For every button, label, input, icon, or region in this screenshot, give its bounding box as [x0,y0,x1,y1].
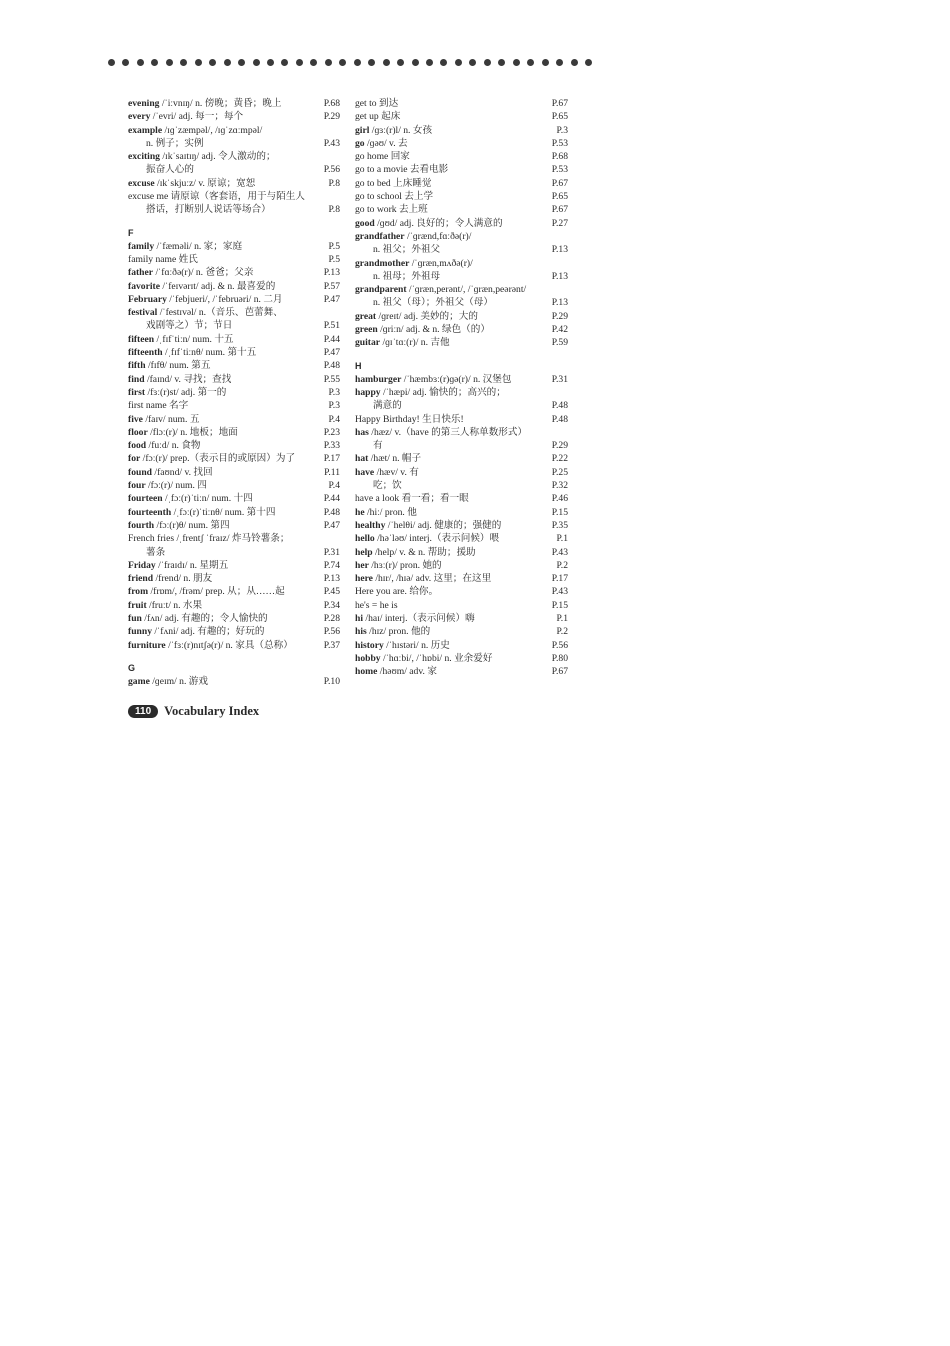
entry-text: funny /ˈfʌni/ adj. 有趣的；好玩的 [128,626,265,638]
entry-text: get to 到达 [355,98,399,109]
entry-text: good /ɡʊd/ adj. 良好的；令人满意的 [355,217,503,229]
entry-page-ref: P.8 [328,204,340,216]
entry-page-ref: P.48 [323,360,340,372]
index-entry [355,283,568,296]
entry-text: favorite /ˈfeɪvərɪt/ adj. & n. 最喜爱的 [128,280,276,292]
dot-ornament [484,59,491,66]
entry-text: 吃；饮 [373,480,402,492]
dot-ornament [108,59,115,66]
entry-page-ref: P.1 [556,612,568,624]
dot-ornament [166,59,173,66]
page-number-badge: 110 [128,705,158,718]
index-entry [355,190,568,203]
index-entry [128,519,340,532]
entry-text: 薯条 [146,546,166,558]
entry-text: have a look 看一看；看一眼 [355,493,469,505]
entry-text: history /ˈhɪstəri/ n. 历史 [355,639,450,651]
index-entry [128,177,340,190]
index-entry [355,572,568,585]
index-entry [355,177,568,190]
entry-text: 有 [373,440,383,452]
dot-ornament [412,59,419,66]
entry-text: get up 起床 [355,111,401,123]
index-entry [355,639,568,652]
entry-page-ref: P.28 [323,612,340,624]
entry-text: exciting /ɪkˈsaɪtɪŋ/ adj. 令人激动的； [128,151,276,163]
index-entry [128,190,340,203]
entry-page-ref: P.67 [551,204,568,216]
entry-text: 戏剧等之）节；节日 [146,320,233,332]
index-entry [128,466,340,479]
entry-text: found /faʊnd/ v. 找回 [128,466,213,478]
index-entry [128,413,340,426]
entry-text: excuse me 请原谅（客套语，用于与陌生人 [128,191,305,203]
entry-page-ref: P.15 [551,599,568,611]
index-entry [128,346,340,359]
dot-ornament [571,59,578,66]
entry-text: he /hiː/ pron. 他 [355,506,417,518]
index-entry [128,426,340,439]
entry-text: hi /haɪ/ interj.（表示问候）嗨 [355,612,475,624]
entry-page-ref: P.53 [551,164,568,176]
entry-page-ref: P.67 [551,177,568,189]
dot-ornament [238,59,245,66]
entry-page-ref: P.31 [551,373,568,385]
section-letter-heading: H [355,360,362,371]
index-entry [355,492,568,505]
entry-text: Happy Birthday! 生日快乐! [355,413,464,425]
entry-text: hamburger /ˈhæmbɜː(r)ɡə(r)/ n. 汉堡包 [355,373,512,385]
dot-ornament [122,59,129,66]
index-entry [355,585,568,598]
index-entry [355,270,568,283]
index-entry [128,266,340,279]
index-entry [355,257,568,270]
entry-text: 振奋人心的 [146,164,194,176]
entry-text: French fries /ˌfrentʃ ˈfraɪz/ 炸马铃薯条； [128,533,290,545]
index-entry [128,625,340,638]
entry-text: evening /ˈiːvnɪŋ/ n. 傍晚；黄昏；晚上 [128,98,282,109]
entry-text: fifteen /ˌfɪfˈtiːn/ num. 十五 [128,333,234,345]
index-entry [355,466,568,479]
entry-text: excuse /ɪkˈskjuːz/ v. 原谅；宽恕 [128,177,256,189]
index-entry [128,240,340,253]
entry-page-ref: P.11 [324,466,340,478]
entry-text: example /ɪɡˈzæmpəl/, /ɪɡˈzɑːmpəl/ [128,124,263,136]
index-entry [355,532,568,545]
entry-text: n. 祖母；外祖母 [373,270,441,282]
index-entry [355,373,568,386]
entry-text: February /ˈfebjueri/, /ˈfebruəri/ n. 二月 [128,293,283,305]
index-entry [355,506,568,519]
index-entry [355,426,568,439]
entry-text: go to a movie 去看电影 [355,164,449,176]
index-entry [355,479,568,492]
dot-ornament [224,59,231,66]
dot-ornament [397,59,404,66]
index-entry [128,150,340,163]
dot-ornament [151,59,158,66]
entry-page-ref: P.17 [323,453,340,465]
entry-page-ref: P.13 [551,270,568,282]
index-entry [128,452,340,465]
entry-page-ref: P.13 [551,297,568,309]
entry-text: healthy /ˈhelθi/ adj. 健康的；强健的 [355,519,502,531]
entry-page-ref: P.17 [551,573,568,585]
footer-title: Vocabulary Index [164,704,260,718]
entry-text: food /fuːd/ n. 食物 [128,440,201,452]
decorative-dot-border [108,56,592,68]
entry-text: first name 名字 [128,400,189,412]
entry-page-ref: P.44 [323,493,340,505]
index-entry [128,293,340,306]
entry-text: have /hæv/ v. 有 [355,466,419,478]
entry-text: his /hɪz/ pron. 他的 [355,626,431,638]
entry-text: friend /frend/ n. 朋友 [128,573,213,585]
entry-page-ref: P.37 [323,639,340,651]
index-entry [128,599,340,612]
entry-text: hello /həˈləʊ/ interj.（表示问候）喂 [355,533,500,545]
entry-text: game /ɡeɪm/ n. 游戏 [128,675,208,687]
index-entry [355,439,568,452]
entry-page-ref: P.80 [551,652,568,664]
entry-page-ref: P.5 [328,253,340,265]
index-entry [128,612,340,625]
entry-page-ref: P.55 [323,373,340,385]
dot-ornament [339,59,346,66]
index-entry [355,124,568,137]
entry-page-ref: P.29 [551,440,568,452]
entry-text: fourteen /ˌfɔː(r)ˈtiːn/ num. 十四 [128,493,253,505]
dot-ornament [426,59,433,66]
index-entry [128,203,340,216]
entry-text: go to school 去上学 [355,191,434,203]
entry-page-ref: P.42 [551,324,568,336]
entry-page-ref: P.57 [323,280,340,292]
entry-page-ref: P.53 [551,137,568,149]
entry-text: go home 回家 [355,151,410,163]
entry-page-ref: P.48 [551,413,568,425]
index-entry [128,546,340,559]
index-entry [355,137,568,150]
dot-ornament [513,59,520,66]
index-entry [128,280,340,293]
entry-page-ref: P.65 [551,191,568,203]
entry-page-ref: P.48 [323,506,340,518]
entry-text: find /faɪnd/ v. 寻找；查找 [128,373,232,385]
index-entry [128,386,340,399]
dot-ornament [180,59,187,66]
index-entry [355,150,568,163]
dot-ornament [585,59,592,66]
dot-ornament [383,59,390,66]
index-entry [128,137,340,150]
index-entry [128,639,340,652]
index-entry [355,310,568,323]
entry-page-ref: P.22 [551,453,568,465]
entry-text: go to bed 上床睡觉 [355,177,432,189]
index-entry [355,413,568,426]
index-entry [128,399,340,412]
entry-page-ref: P.74 [323,559,340,571]
entry-page-ref: P.13 [323,267,340,279]
index-entry [355,217,568,230]
dot-ornament [440,59,447,66]
index-entry [355,599,568,612]
dot-ornament [325,59,332,66]
entry-page-ref: P.15 [551,506,568,518]
index-entry [355,163,568,176]
index-entry [128,163,340,176]
entry-text: help /help/ v. & n. 帮助；援助 [355,546,476,558]
index-entry [355,559,568,572]
entry-page-ref: P.4 [328,413,340,425]
entry-page-ref: P.56 [551,639,568,651]
entry-text: grandparent /ˈɡræn,perənt/, /ˈɡræn,peərənt/ [355,284,527,296]
entry-page-ref: P.48 [551,400,568,412]
entry-text: family name 姓氏 [128,253,198,265]
index-column-right [355,97,568,678]
entry-page-ref: P.34 [323,599,340,611]
entry-text: go /ɡəʊ/ v. 去 [355,137,408,149]
entry-page-ref: P.3 [328,386,340,398]
entry-text: home /həʊm/ adv. 家 [355,666,437,678]
dot-ornament [368,59,375,66]
index-entry [128,110,340,123]
entry-text: here /hɪr/, /hɪə/ adv. 这里；在这里 [355,573,492,585]
index-entry [128,479,340,492]
entry-page-ref: P.4 [328,480,340,492]
dot-ornament [455,59,462,66]
index-entry [355,519,568,532]
index-entry [355,652,568,665]
entry-page-ref: P.5 [328,240,340,252]
entry-page-ref: P.47 [323,519,340,531]
index-entry [355,336,568,349]
entry-text: floor /flɔː(r)/ n. 地板；地面 [128,426,238,438]
index-entry [355,323,568,336]
entry-page-ref: P.56 [323,626,340,638]
entry-text: four /fɔː(r)/ num. 四 [128,480,207,492]
dot-ornament [498,59,505,66]
entry-page-ref: P.2 [556,559,568,571]
dot-ornament [469,59,476,66]
entry-text: 搭话，打断别人说话等场合） [146,204,271,216]
entry-text: first /fɜː(r)st/ adj. 第一的 [128,386,227,398]
entry-text: furniture /ˈfɜː(r)nɪtʃə(r)/ n. 家具（总称） [128,639,293,651]
index-entry [128,359,340,372]
index-entry [128,306,340,319]
index-entry [355,665,568,678]
index-entry [128,492,340,505]
index-entry [128,572,340,585]
entry-page-ref: P.3 [328,400,340,412]
entry-page-ref: P.10 [323,675,340,687]
entry-text: for /fɔː(r)/ prep.（表示目的或原因）为了 [128,453,296,465]
index-entry [355,296,568,309]
index-entry [128,333,340,346]
entry-page-ref: P.29 [551,310,568,322]
dot-ornament [527,59,534,66]
entry-text: has /hæz/ v.（have 的第三人称单数形式） [355,426,528,438]
index-entry [355,386,568,399]
entry-page-ref: P.45 [323,586,340,598]
entry-page-ref: P.47 [323,293,340,305]
entry-page-ref: P.31 [323,546,340,558]
entry-page-ref: P.13 [323,573,340,585]
index-entry [355,546,568,559]
index-entry [355,243,568,256]
entry-text: hat /hæt/ n. 帽子 [355,453,422,465]
entry-text: girl /ɡɜː(r)l/ n. 女孩 [355,124,433,136]
entry-page-ref: P.32 [551,480,568,492]
entry-text: family /ˈfæməli/ n. 家；家庭 [128,240,243,252]
entry-text: fourth /fɔː(r)θ/ num. 第四 [128,519,230,531]
entry-text: he's = he is [355,599,398,611]
dot-ornament [253,59,260,66]
dot-ornament [556,59,563,66]
page-footer [128,704,259,719]
dot-ornament [310,59,317,66]
entry-text: fifth /fɪfθ/ num. 第五 [128,360,211,372]
section-letter-heading: G [128,662,136,673]
index-entry [128,319,340,332]
entry-text: five /faɪv/ num. 五 [128,413,200,425]
index-entry [128,253,340,266]
entry-page-ref: P.29 [323,111,340,123]
dot-ornament [542,59,549,66]
entry-text: fifteenth /ˌfɪfˈtiːnθ/ num. 第十五 [128,347,257,359]
entry-page-ref: P.59 [551,337,568,349]
index-entry [355,452,568,465]
entry-page-ref: P.68 [551,151,568,163]
entry-page-ref: P.43 [323,137,340,149]
index-entry [355,110,568,123]
index-entry [128,124,340,137]
entry-page-ref: P.47 [323,347,340,359]
entry-page-ref: P.33 [323,440,340,452]
entry-text: n. 祖父；外祖父 [373,244,441,256]
entry-page-ref: P.13 [551,244,568,256]
entry-text: n. 例子；实例 [146,137,204,149]
dot-ornament [137,59,144,66]
dot-ornament [267,59,274,66]
entry-text: great /ɡreɪt/ adj. 美妙的；大的 [355,310,478,322]
entry-text: every /ˈevri/ adj. 每一；每个 [128,111,244,123]
entry-page-ref: P.67 [551,98,568,109]
entry-text: fun /fʌn/ adj. 有趣的；令人愉快的 [128,612,268,624]
entry-page-ref: P.43 [551,586,568,598]
entry-text: grandfather /ˈɡrænd,fɑːðə(r)/ [355,230,472,242]
index-entry [128,439,340,452]
entry-text: hobby /ˈhɑːbi/, /ˈhɒbi/ n. 业余爱好 [355,652,493,664]
entry-text: n. 祖父（母）；外祖父（母） [373,297,493,309]
index-column-left [128,97,340,688]
entry-text: go to work 去上班 [355,204,428,216]
entry-page-ref: P.8 [328,177,340,189]
entry-text: father /ˈfɑːðə(r)/ n. 爸爸；父亲 [128,267,254,279]
entry-page-ref: P.68 [323,98,340,109]
index-entry [355,399,568,412]
entry-page-ref: P.65 [551,111,568,123]
entry-text: fourteenth /ˌfɔː(r)ˈtiːnθ/ num. 第十四 [128,506,276,518]
entry-text: festival /ˈfestɪvəl/ n.（音乐、芭蕾舞、 [128,307,283,319]
entry-text: fruit /fruːt/ n. 水果 [128,599,203,611]
entry-page-ref: P.44 [323,333,340,345]
entry-page-ref: P.2 [556,626,568,638]
entry-text: Friday /ˈfraɪdɪ/ n. 星期五 [128,559,229,571]
entry-page-ref: P.43 [551,546,568,558]
index-entry [128,532,340,545]
entry-page-ref: P.3 [556,124,568,136]
index-entry [355,97,568,110]
entry-page-ref: P.56 [323,164,340,176]
entry-page-ref: P.46 [551,493,568,505]
index-entry [128,675,340,688]
index-entry [355,230,568,243]
index-entry [355,203,568,216]
entry-text: happy /ˈhæpi/ adj. 愉快的；高兴的； [355,386,506,398]
entry-text: Here you are. 给你。 [355,586,439,598]
entry-page-ref: P.51 [323,320,340,332]
index-entry [355,612,568,625]
section-letter-heading: F [128,227,134,238]
index-entry [355,625,568,638]
index-entry [128,559,340,572]
entry-text: guitar /ɡɪˈtɑː(r)/ n. 吉他 [355,337,450,349]
entry-text: 满意的 [373,400,402,412]
entry-page-ref: P.23 [323,426,340,438]
dot-ornament [281,59,288,66]
entry-page-ref: P.27 [551,217,568,229]
index-entry [128,97,340,110]
dot-ornament [195,59,202,66]
index-entry [128,506,340,519]
entry-text: grandmother /ˈɡræn,mʌðə(r)/ [355,257,473,269]
dot-ornament [354,59,361,66]
dot-ornament [296,59,303,66]
index-entry [128,585,340,598]
dot-ornament [209,59,216,66]
entry-text: from /frɒm/, /frəm/ prep. 从；从……起 [128,586,285,598]
index-entry [128,373,340,386]
entry-page-ref: P.35 [551,519,568,531]
entry-text: her /hɜː(r)/ pron. 她的 [355,559,442,571]
entry-page-ref: P.67 [551,666,568,678]
entry-page-ref: P.1 [556,533,568,545]
entry-page-ref: P.25 [551,466,568,478]
entry-text: green /ɡriːn/ adj. & n. 绿色（的） [355,324,490,336]
